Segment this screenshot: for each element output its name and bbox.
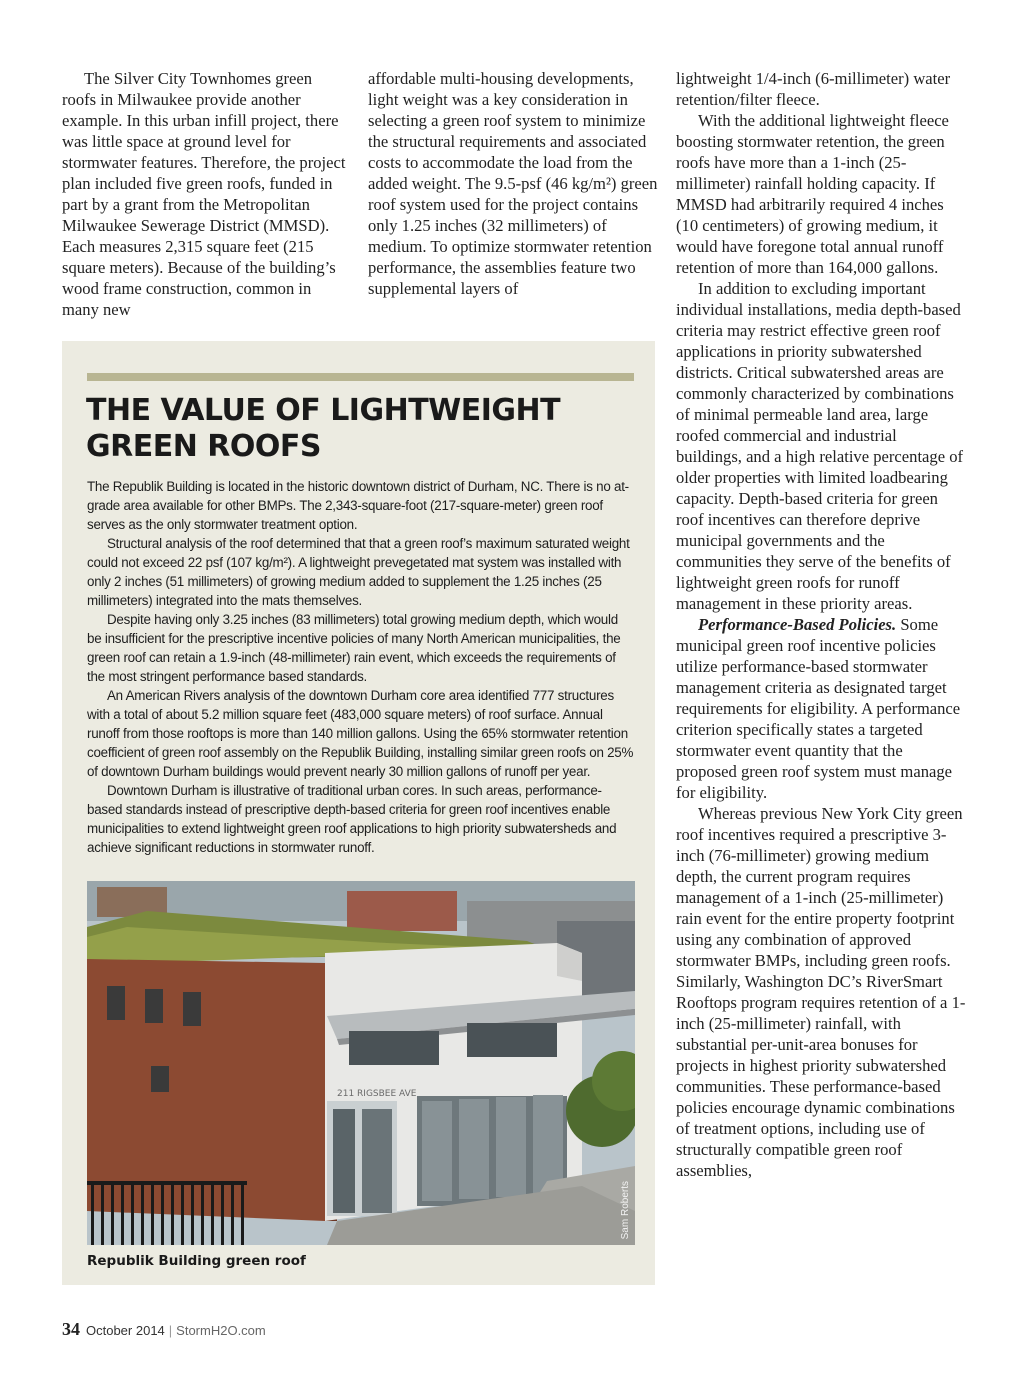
article-column-3 xyxy=(676,68,966,1181)
article-column-1 xyxy=(62,68,348,320)
sidebar-paragraph: Downtown Durham is illustrative of traditional urban cores. In such areas, performance-based standards instead of prescriptive depth-based criteria for green roof incentives enable municipalities to extend lightweight green roof applications to high priority subwatersheds and achieve significant reductions in stormwater runoff. xyxy=(87,783,617,855)
article-paragraph: Whereas previous New York City green roof incentives required a prescriptive 3-inch (76-millimeter) growing medium depth, the current program requires management of a 1-inch (25-millimeter) rain event for the entire property footprint using any combination of approved stormwater BMPs, including green roofs. Similarly, Washington DC’s RiverSmart Rooftops program requires retention of a 1-inch (25-millimeter) rainfall, with substantial per-unit-area bonuses for projects in highest priority subwatershed communities. These performance-based policies encourage dynamic combinations of treatment options, including use of structurally compatible green roof assemblies, xyxy=(676,804,966,1180)
sidebar-rule xyxy=(87,373,634,381)
article-paragraph-text: Some municipal green roof incentive policies utilize performance-based stormwater management criteria as designated target requirements for eligibility. A performance criterion specifically states a targeted stormwater event quantity that the proposed green roof system must manage for eligibility. xyxy=(676,615,961,802)
sidebar-box xyxy=(62,341,655,1285)
sidebar-paragraph: The Republik Building is located in the historic downtown district of Durham, NC. There is no at-grade area available for other BMPs. The 2,343-square-foot (217-square-meter) green roof serves as the only stormwater treatment option. xyxy=(87,479,629,532)
article-column-2 xyxy=(368,68,658,299)
subhead-performance-based-policies: Performance-Based Policies. xyxy=(698,615,897,634)
article-paragraph: The Silver City Townhomes green roofs in Milwaukee provide another example. In this urban infill project, there was little space at ground level for stormwater features. Therefore, the project plan included five green roofs, funded in part by a grant from the Metropolitan Milwaukee Sewerage District (MMSD). Each measures 2,315 square feet (215 square meters). Because of the building’s wood frame construction, common in many new xyxy=(62,69,346,319)
building-photo xyxy=(87,881,635,1245)
sidebar-title: THE VALUE OF LIGHTWEIGHT GREEN ROOFS xyxy=(86,393,561,464)
photo-credit: Sam Roberts xyxy=(620,1180,631,1239)
sidebar-body xyxy=(87,477,635,857)
page-number: 34 xyxy=(62,1319,80,1339)
photo-address: 211 RIGSBEE AVE xyxy=(337,1089,417,1099)
building-photo-illustration xyxy=(87,881,635,1245)
sidebar-paragraph: Structural analysis of the roof determined that that a green roof’s maximum saturated weight could not exceed 22 psf (107 kg/m²). A lightweight prevegetated mat system was installed with only 2 inches (51 millimeters) of growing medium added to supplement the 1.25 inches (25 millimeters) integrated into the mats themselves. xyxy=(87,536,630,608)
article-paragraph xyxy=(676,614,966,803)
article-paragraph: lightweight 1/4-inch (6-millimeter) water retention/filter fleece. xyxy=(676,69,951,109)
article-paragraph: In addition to excluding important individual installations, media depth-based criteria may restrict effective green roof applications in priority subwatershed districts. Critical subwatershed areas are commonly characterized by combinations of minimal permeable land area, large roofed commercial and industrial buildings, and a high relative percentage of older properties with limited loadbearing capacity. Depth-based criteria for green roof incentives can therefore deprive municipal governments and the communities they serve of the benefits of lightweight green roofs for runoff management in these priority areas. xyxy=(676,279,964,613)
sidebar-paragraph: An American Rivers analysis of the downtown Durham core area identified 777 structures with a total of about 5.2 million square feet (483,000 square meters) of roof surface. Annual runoff from those rooftops is more than 140 million gallons. Using the 65% stormwater retention coefficient of green roof assembly on the Republik Building, installing similar green roofs on 25% of downtown Durham buildings would prevent nearly 30 million gallons of runoff per year. xyxy=(87,688,634,779)
article-paragraph: With the additional lightweight fleece boosting stormwater retention, the green roofs have more than a 1-inch (25-millimeter) rainfall holding capacity. If MMSD had arbitrarily required 4 inches (10 centimeters) of growing medium, it would have foregone total annual runoff retention of more than 164,000 gallons. xyxy=(676,111,949,277)
sidebar-paragraph: Despite having only 3.25 inches (83 millimeters) total growing medium depth, which would be insufficient for the prescriptive incentive policies of many North American municipalities, the green roof can retain a 1.9-inch (48-millimeter) rain event, which exceeds the requirements of the most stringent performance based standards. xyxy=(87,612,621,684)
page-footer xyxy=(62,1319,266,1340)
footer-separator: | xyxy=(168,1323,173,1338)
issue-date: October 2014 xyxy=(86,1323,165,1338)
article-paragraph: affordable multi-housing developments, light weight was a key consideration in selecting a green roof system to minimize the structural requirements and associated costs to accommodate the load from the added weight. The 9.5-psf (46 kg/m²) green roof system used for the project contains only 1.25 inches (32 millimeters) of medium. To optimize stormwater retention performance, the assemblies feature two supplemental layers of xyxy=(368,69,658,298)
photo-caption: Republik Building green roof xyxy=(87,1253,306,1269)
site-name: StormH2O.com xyxy=(176,1323,266,1338)
